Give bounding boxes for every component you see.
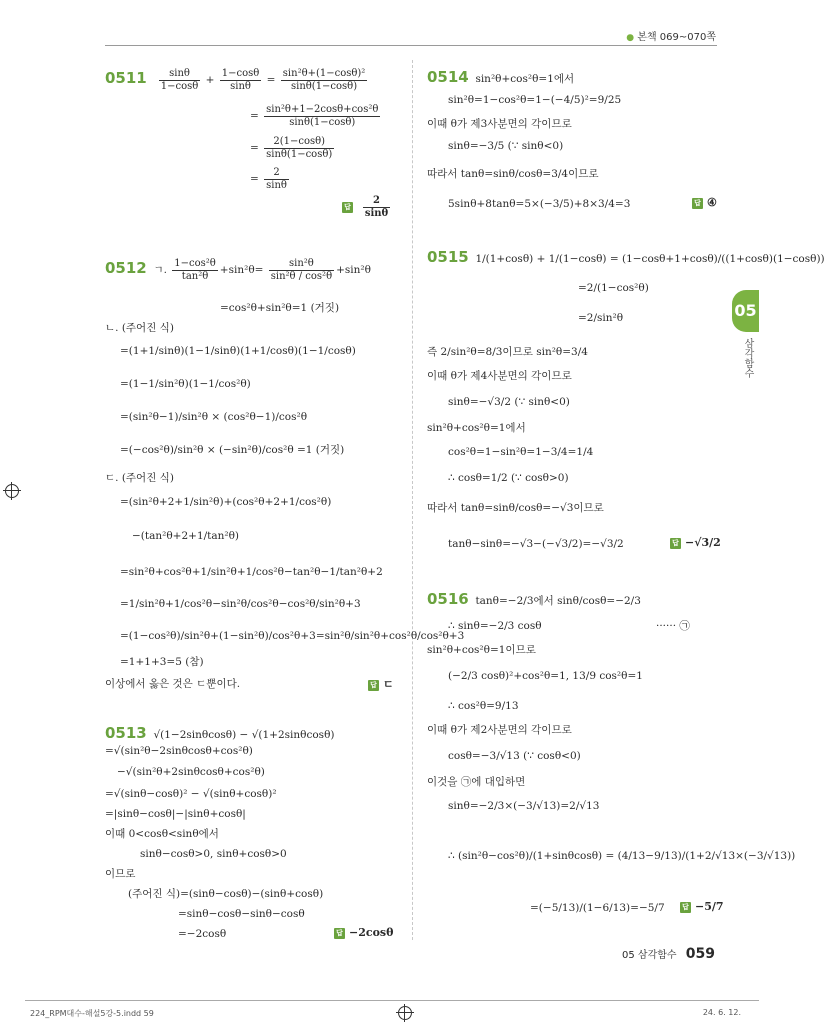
expression: tanθ=−2/3에서 sinθ/cosθ=−2/3 (475, 595, 641, 607)
problem-0515-line-4: 즉 2/sin²θ=8/3이므로 sin²θ=3/4 (427, 346, 588, 358)
problem-0513-line-9: (주어진 식)=(sinθ−cosθ)−(sinθ+cosθ) (128, 888, 324, 900)
problem-0512-c-label: ㄷ. (주어진 식) (105, 472, 174, 484)
problem-0512-line-2: =cos²θ+sin²θ=1 (거짓) (220, 302, 340, 314)
problem-0516-line-7: cosθ=−3/√13 (∵ cosθ<0) (448, 750, 581, 762)
problem-0515-line-6: sinθ=−√3/2 (∵ sinθ<0) (448, 396, 570, 408)
operator: = (266, 74, 276, 86)
problem-0513-line-8: 이므로 (105, 868, 136, 880)
problem-0512-b4: =(−cos²θ)/sin²θ × (−sin²θ)/cos²θ =1 (거짓) (120, 444, 345, 456)
problem-0513-line-4: =√(sinθ−cosθ)² − √(sinθ+cosθ)² (105, 788, 277, 800)
answer-badge: 답 (334, 928, 345, 939)
denominator: sinθ (266, 179, 287, 191)
problem-0512-c4: =1/sin²θ+1/cos²θ−sin²θ/cos²θ−cos²θ/sin²θ+3 (120, 598, 361, 610)
denominator: sinθ(1−cosθ) (266, 148, 333, 160)
numerator: 2 (264, 167, 289, 180)
problem-0515-answer (670, 536, 721, 549)
problem-0512-b2: =(1−1/sin²θ)(1−1/cos²θ) (120, 378, 251, 390)
answer-badge: 답 (342, 202, 353, 213)
problem-0513-line-11: =−2cosθ (178, 928, 227, 940)
fraction (264, 104, 380, 128)
denominator: sinθ (230, 80, 251, 92)
fraction (363, 195, 390, 219)
answer-value: ㄷ (383, 678, 394, 691)
column-divider (412, 60, 413, 940)
problem-0514-line-6: 5sinθ+8tanθ=5×(−3/5)+8×3/4=3 (448, 198, 631, 210)
problem-number-0516: 0516 (427, 590, 469, 608)
problem-0515-line-2: =2/(1−cos²θ) (578, 282, 649, 294)
problem-0515-line-8: cos²θ=1−sin²θ=1−3/4=1/4 (448, 446, 594, 458)
problem-0514-line-2: sin²θ=1−cos²θ=1−(−4/5)²=9/25 (448, 94, 622, 106)
fraction: $\frac{\text{sin²θ}}{\text{sin²θ / cos²θ}}$ (270, 258, 333, 282)
denominator: 1−cosθ (160, 80, 199, 92)
problem-0513-line-6: 이때 0<cosθ<sinθ에서 (105, 828, 219, 840)
problem-0515-line-9: ∴ cosθ=1/2 (∵ cosθ>0) (448, 472, 569, 484)
problem-0515-line-5: 이때 θ가 제4사분면의 각이므로 (427, 370, 572, 382)
denominator: sinθ (364, 207, 389, 219)
chapter-tab-label: 삼각함수 (742, 338, 753, 378)
problem-0512-line-1: 0512 ㄱ. $\frac{\text{1−cos²θ}}{\text{tan²θ}}$ +sin²θ= $\frac{\text{sin²θ}}{\text{sin²θ / cos²θ}}$ +sin²θ (105, 258, 371, 282)
problem-0514-line-4: sinθ=−3/5 (∵ sinθ<0) (448, 140, 564, 152)
answer-value: −√3/2 (685, 536, 721, 549)
problem-0513-line-5: =|sinθ−cosθ|−|sinθ+cosθ| (105, 808, 246, 820)
problem-0516-line-11: =(−5/13)/(1−6/13)=−5/7 (530, 902, 665, 914)
answer-badge: 답 (692, 198, 703, 209)
answer-badge: 답 (670, 538, 681, 549)
trim-rule (25, 1000, 759, 1001)
problem-0512-c6: =1+1+3=5 (참) (120, 656, 204, 668)
problem-number-0513: 0513 (105, 724, 147, 742)
problem-0516-line-5: ∴ cos²θ=9/13 (448, 700, 519, 712)
fraction (264, 136, 334, 160)
top-rule (105, 45, 717, 46)
expression: √(1−2sinθcosθ) − √(1+2sinθcosθ) (153, 729, 335, 741)
problem-0514-line-5: 따라서 tanθ=sinθ/cosθ=3/4이므로 (427, 168, 599, 180)
problem-number-0515: 0515 (427, 248, 469, 266)
problem-0513-line-7: sinθ−cosθ>0, sinθ+cosθ>0 (140, 848, 287, 860)
registration-mark-icon (5, 484, 19, 498)
problem-0516-line-3: sin²θ+cos²θ=1이므로 (427, 644, 536, 656)
answer-value: −5/7 (695, 900, 724, 913)
problem-0512-c5: =(1−cos²θ)/sin²θ+(1−sin²θ)/cos²θ+3=sin²θ/sin²θ+cos²θ/cos²θ+3 (120, 630, 465, 642)
problem-0511-line-4: = $\frac{2}{\sin\theta}$ (250, 167, 287, 191)
problem-number-0514: 0514 (427, 68, 469, 86)
problem-0516-line-6: 이때 θ가 제2사분면의 각이므로 (427, 724, 572, 736)
problem-0512-b1: =(1+1/sinθ)(1−1/sinθ)(1+1/cosθ)(1−1/cosθ) (120, 345, 356, 357)
problem-0512-b3: =(sin²θ−1)/sin²θ × (cos²θ−1)/cos²θ (120, 411, 308, 423)
problem-number-0512: 0512 (105, 259, 147, 277)
answer-badge: 답 (368, 680, 379, 691)
problem-0514-line-3: 이때 θ가 제3사분면의 각이므로 (427, 118, 572, 130)
page-footer (622, 946, 715, 962)
problem-0511-line-3: = $\frac{2(1-\cos\theta)}{\sin\theta(1-\cos\theta)}$ (250, 136, 333, 160)
problem-0514-answer (692, 196, 717, 209)
chapter-tab: 05 (732, 290, 759, 332)
answer-value: −2cosθ (349, 926, 394, 939)
problem-0515-line-10: 따라서 tanθ=sinθ/cosθ=−√3이므로 (427, 502, 604, 514)
problem-0516-tag: ······ ㉠ (656, 620, 690, 632)
problem-0516-line-9: sinθ=−2/3×(−3/√13)=2/√13 (448, 800, 600, 812)
fraction (264, 167, 289, 191)
numerator: 2 (363, 195, 390, 208)
fraction (281, 68, 368, 92)
numerator: sinθ (159, 68, 201, 81)
denominator: sinθ(1−cosθ) (291, 80, 358, 92)
problem-0516-line-1 (427, 590, 641, 609)
problem-0516-line-2: ∴ sinθ=−2/3 cosθ (448, 620, 542, 632)
problem-0516-answer (680, 900, 724, 913)
print-file-info: 224_RPM대수-해설5강-5.indd 59 (30, 1009, 154, 1018)
problem-0513-line-1 (105, 724, 334, 743)
registration-mark-icon (398, 1006, 412, 1020)
fraction (159, 68, 201, 92)
problem-0514-line-1 (427, 68, 574, 87)
problem-0513-answer (334, 926, 393, 939)
fraction (220, 68, 262, 92)
problem-0516-line-8: 이것을 ㉠에 대입하면 (427, 776, 526, 788)
problem-0512-b-label: ㄴ. (주어진 식) (105, 322, 174, 334)
problem-0511-line-2: = $\frac{\text{sin²θ+1−2cosθ+cos²θ}}{\sin\theta(1-\cos\theta)}$ (250, 104, 379, 128)
page-number: 059 (685, 946, 715, 962)
problem-0515-line-1 (427, 248, 825, 267)
numerator: sin²θ+1−2cosθ+cos²θ (266, 104, 379, 115)
problem-0512-c3: =sin²θ+cos²θ+1/sin²θ+1/cos²θ−tan²θ−1/tan²θ+2 (120, 566, 383, 578)
expression: sin²θ+cos²θ=1에서 (475, 73, 575, 85)
operator: + (205, 74, 215, 86)
problem-0512-c1: =(sin²θ+2+1/sin²θ)+(cos²θ+2+1/cos²θ) (120, 496, 332, 508)
answer-badge: 답 (680, 902, 691, 913)
problem-0515-line-7: sin²θ+cos²θ=1에서 (427, 422, 526, 434)
problem-0515-line-3: =2/sin²θ (578, 312, 624, 324)
problem-0512-c2: −(tan²θ+2+1/tan²θ) (132, 530, 240, 542)
problem-0512-answer (368, 676, 394, 692)
page-header (626, 28, 716, 43)
numerator: 1−cosθ (221, 68, 260, 79)
problem-0513-line-10: =sinθ−cosθ−sinθ−cosθ (178, 908, 305, 920)
numerator: sin²θ+(1−cosθ)² (282, 68, 366, 79)
header-text: 본책 069~070쪽 (637, 32, 716, 43)
fraction: $\frac{\text{1−cos²θ}}{\text{tan²θ}}$ (174, 258, 216, 282)
denominator: sinθ(1−cosθ) (289, 116, 356, 128)
answer-value: ④ (707, 196, 717, 209)
problem-0512-conclusion: 이상에서 옳은 것은 ㄷ뿐이다. (105, 678, 241, 690)
problem-0513-line-2: =√(sin²θ−2sinθcosθ+cos²θ) (105, 745, 253, 757)
problem-0516-line-10: ∴ (sin²θ−cos²θ)/(1+sinθcosθ) = (4/13−9/13)/(1+2/√13×(−3/√13)) (448, 850, 796, 862)
print-date: 24. 6. 12. (702, 1008, 741, 1017)
header-marker: ● (626, 33, 635, 43)
problem-0515-line-11: tanθ−sinθ=−√3−(−√3/2)=−√3/2 (448, 538, 624, 550)
problem-0513-line-3: −√(sin²θ+2sinθcosθ+cos²θ) (117, 766, 265, 778)
problem-0511-line-1 (105, 68, 369, 92)
expression: 1/(1+cosθ) + 1/(1−cosθ) = (1−cosθ+1+cosθ)/((1+cosθ)(1−cosθ)) (475, 253, 825, 265)
footer-chapter: 05 삼각함수 (622, 950, 677, 961)
numerator: 2(1−cosθ) (264, 136, 334, 149)
problem-0511-answer (342, 195, 392, 219)
problem-number-0511: 0511 (105, 69, 147, 87)
item-label: ㄱ. (153, 264, 167, 276)
problem-0516-line-4: (−2/3 cosθ)²+cos²θ=1, 13/9 cos²θ=1 (448, 670, 643, 682)
